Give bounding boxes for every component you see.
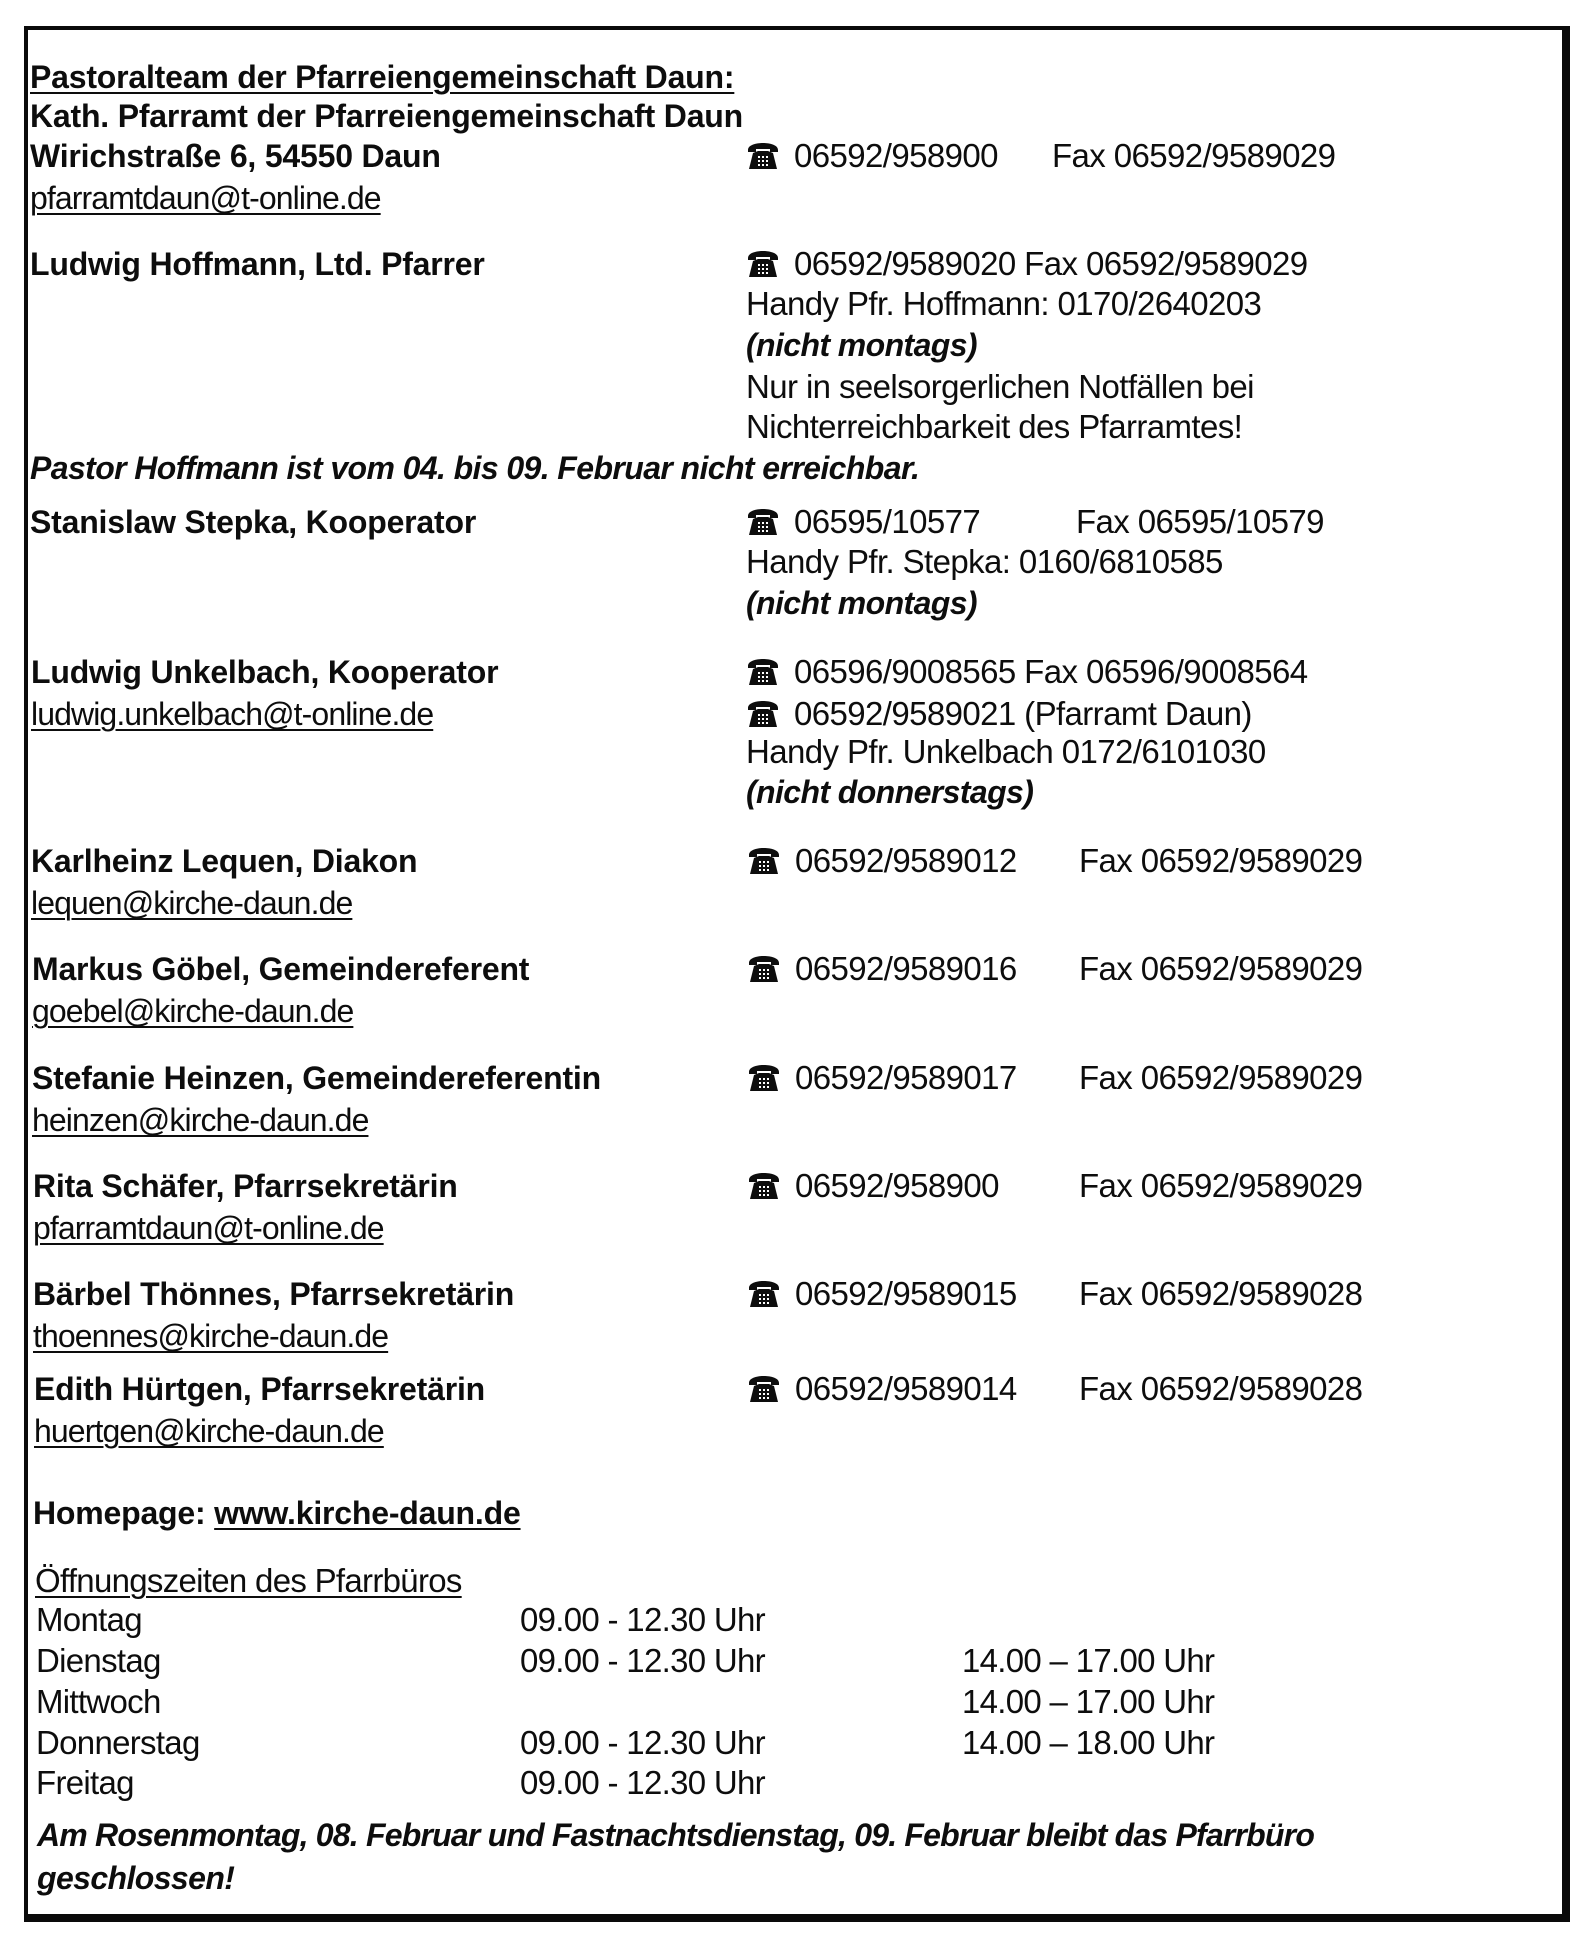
- hours-day: Mittwoch: [36, 1683, 161, 1720]
- office-phone-number: 06592/958900: [794, 137, 998, 174]
- telephone-icon: [747, 1373, 781, 1403]
- staff-phone: [747, 1369, 1017, 1409]
- telephone-icon: [746, 506, 780, 536]
- hours-morning: 09.00 - 12.30 Uhr: [520, 1642, 765, 1679]
- staff-name: Rita Schäfer, Pfarrsekretärin: [33, 1168, 458, 1204]
- staff-name: Edith Hürtgen, Pfarrsekretärin: [34, 1371, 486, 1407]
- hours-afternoon: 14.00 – 18.00 Uhr: [962, 1724, 1215, 1761]
- unkelbach-name: Ludwig Unkelbach, Kooperator: [31, 654, 499, 690]
- hoffmann-note-2: Nichterreichbarkeit des Pfarramtes!: [746, 408, 1243, 445]
- telephone-icon: [746, 248, 780, 278]
- hoffmann-note-1: Nur in seelsorgerlichen Notfällen bei: [746, 368, 1254, 405]
- hours-day: Freitag: [36, 1764, 134, 1801]
- staff-phone: [747, 841, 1017, 881]
- staff-phone: [747, 1058, 1017, 1098]
- hoffmann-phone-text: 06592/9589020 Fax 06592/9589029: [794, 245, 1308, 282]
- staff-name: Stefanie Heinzen, Gemeindereferentin: [32, 1060, 601, 1096]
- telephone-icon: [747, 845, 781, 875]
- hoffmann-name: Ludwig Hoffmann, Ltd. Pfarrer: [30, 246, 485, 282]
- hoffmann-absence-notice: Pastor Hoffmann ist vom 04. bis 09. Februar nicht erreichbar.: [30, 450, 920, 486]
- hours-afternoon: 14.00 – 17.00 Uhr: [962, 1683, 1215, 1720]
- hoffmann-phone: [746, 244, 1308, 284]
- hours-morning: 09.00 - 12.30 Uhr: [520, 1764, 765, 1801]
- homepage-row: [33, 1493, 521, 1533]
- hours-morning: 09.00 - 12.30 Uhr: [520, 1601, 765, 1638]
- office-hours-title: Öffnungszeiten des Pfarrbüros: [35, 1562, 462, 1599]
- hours-day: Dienstag: [36, 1642, 161, 1679]
- staff-name: Markus Göbel, Gemeindereferent: [32, 951, 530, 987]
- staff-phone-number: 06592/9589017: [795, 1059, 1017, 1096]
- telephone-icon: [746, 698, 780, 728]
- unkelbach-phone-2-text: 06592/9589021 (Pfarramt Daun): [794, 695, 1252, 732]
- homepage-link[interactable]: www.kirche-daun.de: [214, 1495, 521, 1531]
- stepka-availability: (nicht montags): [746, 585, 977, 621]
- hours-day: Donnerstag: [36, 1724, 200, 1761]
- staff-phone: [747, 949, 1017, 989]
- closure-notice-line-2: geschlossen!: [37, 1860, 235, 1896]
- staff-email-link[interactable]: heinzen@kirche-daun.de: [32, 1102, 369, 1138]
- stepka-name: Stanislaw Stepka, Kooperator: [30, 504, 477, 540]
- unkelbach-phone-text: 06596/9008565 Fax 06596/9008564: [794, 653, 1308, 690]
- hours-afternoon: 14.00 – 17.00 Uhr: [962, 1642, 1215, 1679]
- unkelbach-availability: (nicht donnerstags): [746, 774, 1034, 810]
- unkelbach-email-link[interactable]: ludwig.unkelbach@t-online.de: [31, 696, 434, 732]
- staff-phone-number: 06592/9589014: [795, 1370, 1017, 1407]
- staff-phone-number: 06592/9589012: [795, 842, 1017, 879]
- office-phone: [746, 136, 998, 176]
- office-name: Kath. Pfarramt der Pfarreiengemeinschaft Daun: [30, 98, 743, 134]
- office-fax: Fax 06592/9589029: [1052, 137, 1336, 174]
- unkelbach-phone: [746, 652, 1308, 692]
- telephone-icon: [747, 1062, 781, 1092]
- telephone-icon: [747, 1278, 781, 1308]
- stepka-mobile: Handy Pfr. Stepka: 0160/6810585: [746, 543, 1223, 580]
- homepage-label: Homepage:: [33, 1495, 206, 1531]
- telephone-icon: [747, 1170, 781, 1200]
- staff-fax: Fax 06592/9589029: [1079, 842, 1363, 879]
- staff-phone: [747, 1166, 999, 1206]
- telephone-icon: [746, 656, 780, 686]
- hours-day: Montag: [36, 1601, 142, 1638]
- staff-email-link[interactable]: goebel@kirche-daun.de: [32, 993, 354, 1029]
- staff-phone-number: 06592/9589015: [795, 1275, 1017, 1312]
- stepka-fax: Fax 06595/10579: [1076, 503, 1324, 540]
- staff-email-link[interactable]: lequen@kirche-daun.de: [31, 885, 353, 921]
- telephone-icon: [747, 953, 781, 983]
- staff-fax: Fax 06592/9589028: [1079, 1275, 1363, 1312]
- staff-phone: [747, 1274, 1017, 1314]
- telephone-icon: [746, 140, 780, 170]
- staff-fax: Fax 06592/9589029: [1079, 1167, 1363, 1204]
- staff-fax: Fax 06592/9589028: [1079, 1370, 1363, 1407]
- staff-fax: Fax 06592/9589029: [1079, 950, 1363, 987]
- staff-phone-number: 06592/9589016: [795, 950, 1017, 987]
- office-address: Wirichstraße 6, 54550 Daun: [30, 138, 441, 174]
- closure-notice-line-1: Am Rosenmontag, 08. Februar und Fastnachtsdienstag, 09. Februar bleibt das Pfarrbüro: [37, 1817, 1315, 1853]
- hoffmann-availability: (nicht montags): [746, 327, 977, 363]
- page-title: Pastoralteam der Pfarreiengemeinschaft Daun:: [30, 59, 735, 95]
- staff-fax: Fax 06592/9589029: [1079, 1059, 1363, 1096]
- staff-email-link[interactable]: huertgen@kirche-daun.de: [34, 1413, 384, 1449]
- stepka-phone: [746, 502, 980, 542]
- staff-phone-number: 06592/958900: [795, 1167, 999, 1204]
- stepka-phone-number: 06595/10577: [794, 503, 981, 540]
- staff-email-link[interactable]: pfarramtdaun@t-online.de: [33, 1210, 384, 1246]
- hours-morning: 09.00 - 12.30 Uhr: [520, 1724, 765, 1761]
- unkelbach-mobile: Handy Pfr. Unkelbach 0172/6101030: [746, 733, 1266, 770]
- staff-email-link[interactable]: thoennes@kirche-daun.de: [33, 1318, 389, 1354]
- staff-name: Bärbel Thönnes, Pfarrsekretärin: [33, 1276, 515, 1312]
- office-email-link[interactable]: pfarramtdaun@t-online.de: [30, 180, 381, 216]
- unkelbach-phone-2: [746, 694, 1252, 734]
- hoffmann-mobile: Handy Pfr. Hoffmann: 0170/2640203: [746, 285, 1262, 322]
- staff-name: Karlheinz Lequen, Diakon: [31, 843, 418, 879]
